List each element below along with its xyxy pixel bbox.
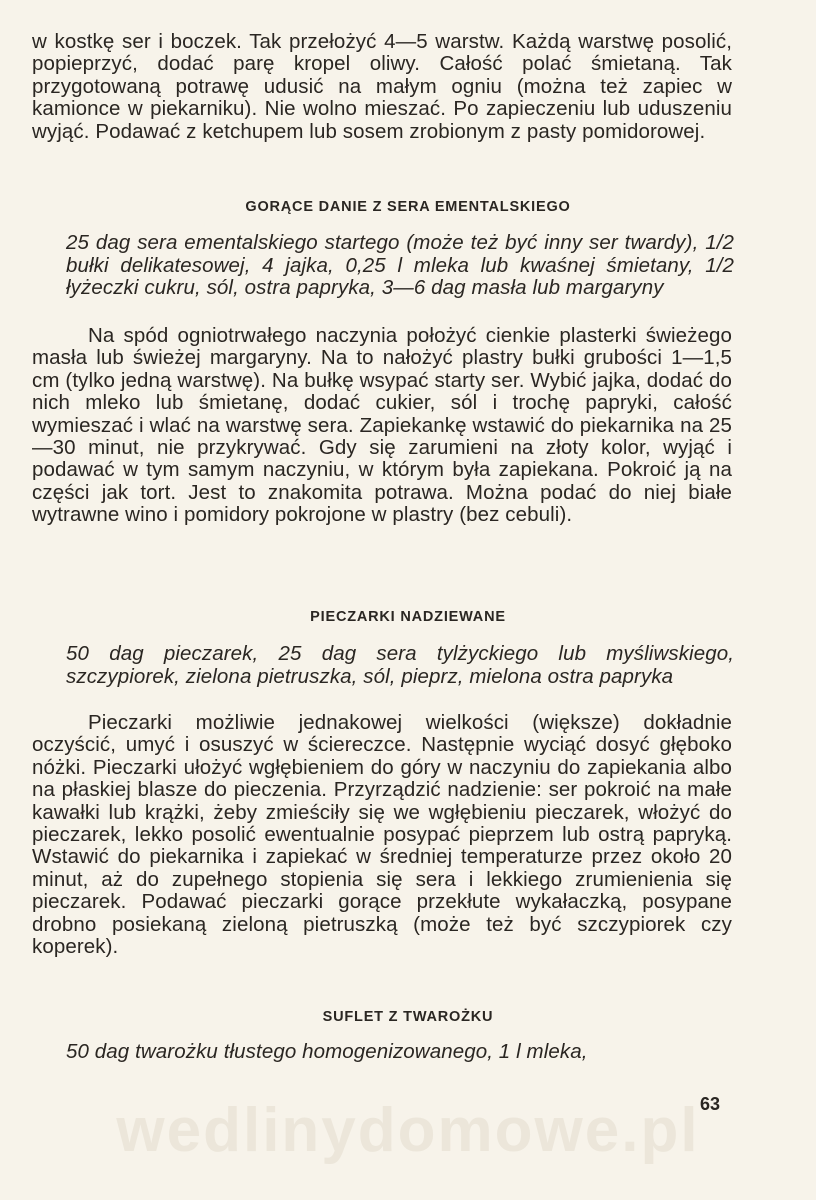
recipe-title-suflet: SUFLET Z TWAROŻKU: [322, 1009, 494, 1025]
instructions-ementaler: Na spód ogniotrwałego naczynia położyć cienkie plasterki świeżego masła lub świeżej margaryny. Na to nałożyć plastry bułki grubości 1—1,5 cm (tylko jedną warstwę). Na bułkę wsypać starty ser. Wybić jajka, dodać do nich mleko lub śmietanę, dodać cukier, sól i trochę papryki, całość wymieszać i wlać na warstwę sera. Zapiekankę wstawić do piekarnika na 25—30 minut, nie przykrywać. Gdy się zarumieni na złoty kolor, wyjąć i podawać w tym samym naczyniu, w którym była zapiekana. Pokroić ją na części jak tort. Jest to znakomita potrawa. Można podać do niej białe wytrawne wino i pomidory pokrojone w plastry (bez cebuli).: [32, 324, 732, 527]
ingredients-suflet: 50 dag twarożku tłustego homogenizowanego, 1 l mleka,: [66, 1040, 588, 1063]
intro-paragraph: w kostkę ser i boczek. Tak przełożyć 4—5 warstw. Każdą warstwę posolić, popieprzyć, dodać parę kropel oliwy. Całość polać śmietaną. Tak przygotowaną potrawę udusić na małym ogniu (można też zapiec w kamionce w piekarniku). Nie wolno mieszać. Po zapieczeniu lub uduszeniu wyjąć. Podawać z ketchupem lub sosem zrobionym z pasty pomidorowej.: [32, 30, 732, 143]
recipe-title-ementaler: GORĄCE DANIE Z SERA EMENTALSKIEGO: [245, 199, 571, 215]
page-number: 63: [700, 1094, 721, 1114]
instructions-pieczarki: Pieczarki możliwie jednakowej wielkości (większe) dokładnie oczyścić, umyć i osuszyć w ściereczce. Następnie wyciąć dosyć głęboko nóżki. Pieczarki ułożyć wgłębieniem do góry w naczyniu do zapiekania albo na płaskiej blasze do pieczenia. Przyrządzić nadzienie: ser pokroić na małe kawałki lub krążki, żeby zmieściły się we wgłębieniu pieczarek, włożyć do pieczarek, lekko posolić ewentualnie posypać pieprzem lub ostrą papryką. Wstawić do piekarnika i zapiekać w średniej temperaturze przez około 20 minut, aż do zupełnego stopienia się sera i lekkiego zrumienienia się pieczarek. Podawać pieczarki gorące przekłute wykałaczką, posypane drobno posiekaną zieloną pietruszką (może też być szczypiorek czy koperek).: [32, 711, 732, 959]
watermark-text: wedlinydomowe.pl: [116, 1096, 700, 1165]
recipe-title-pieczarki: PIECZARKI NADZIEWANE: [310, 609, 506, 625]
ingredients-ementaler: 25 dag sera ementalskiego startego (może też być inny ser twardy), 1/2 bułki delikatesowej, 4 jajka, 0,25 l mleka lub kwaśnej śmietany, 1/2 łyżeczki cukru, sól, ostra papryka, 3—6 dag masła lub margaryny: [66, 231, 734, 299]
ingredients-pieczarki: 50 dag pieczarek, 25 dag sera tylżyckiego lub myśliwskiego, szczypiorek, zielona pietruszka, sól, pieprz, mielona ostra papryka: [66, 642, 734, 688]
